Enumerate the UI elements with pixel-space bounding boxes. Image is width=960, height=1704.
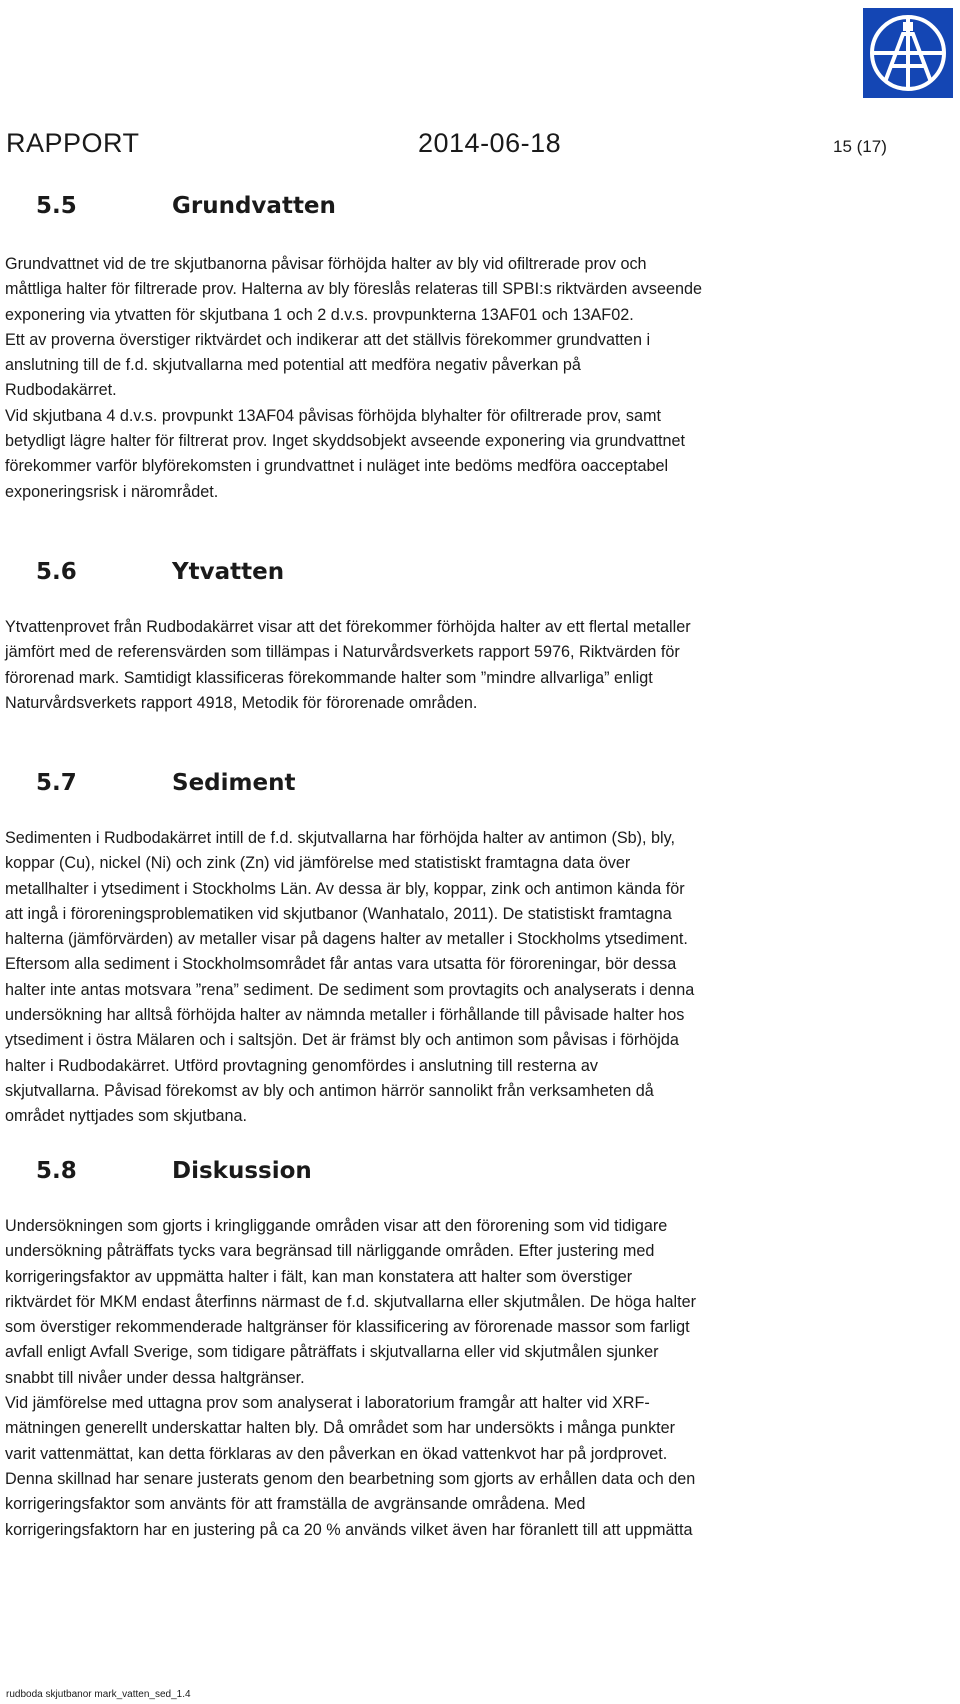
section-heading-grundvatten [36, 193, 336, 219]
section-title: Ytvatten [172, 559, 285, 585]
section-heading-ytvatten [36, 559, 284, 585]
section-title: Diskussion [172, 1158, 312, 1184]
section-number: 5.6 [36, 559, 77, 585]
section-number: 5.5 [36, 193, 77, 219]
document-footer: rudboda skjutbanor mark_vatten_sed_1.4 [6, 1689, 191, 1700]
section-body-ytvatten: Ytvattenprovet från Rudbodakärret visar att det förekommer förhöjda halter av ett flertal metaller jämfört med de referensvärden som tillämpas i Naturvårdsverkets rapport 5976, Riktvärden för förorenad mark. Samtidigt klassificeras förekommande halter som ”mindre allvarliga” enligt Naturvårdsverkets rapport 4918, Metodik för förorenade områden. [5, 618, 691, 712]
section-title: Sediment [172, 770, 296, 796]
section-heading-sediment [36, 770, 295, 796]
section-body-grundvatten: Grundvattnet vid de tre skjutbanorna påvisar förhöjda halter av bly vid ofiltrerade prov och måttliga halter för filtrerade prov. Halterna av bly föreslås relateras till SPBI:s riktvärden avseende exponering via ytvatten för skjutbana 1 och 2 d.v.s. provpunkterna 13AF01 och 13AF02. Ett av proverna överstiger riktvärdet och indikerar att det ställvis förekommer grundvatten i anslutning till de f.d. skjutvallarna med potential att medföra negativ påverkan på Rudbodakärret. Vid skjutbana 4 d.v.s. provpunkt 13AF04 påvisas förhöjda blyhalter för ofiltrerade prov, samt betydligt lägre halter för filtrerat prov. Inget skyddsobjekt avseende exponering via grundvattnet förekommer varför blyförekomsten i grundvattnet i nuläget inte bedöms medföra oacceptabel exponeringsrisk i närområdet. [5, 255, 702, 501]
report-header [0, 128, 960, 168]
af-logo [863, 8, 953, 98]
section-heading-diskussion [36, 1158, 312, 1184]
report-date: 2014-06-18 [418, 128, 562, 158]
section-body-diskussion: Undersökningen som gjorts i kringliggande områden visar att den förorening som vid tidigare undersökning påträffats tycks vara begränsad till närliggande områden. Efter justering med korrigeringsfaktor av uppmätta halter i fält, kan man konstatera att halter som överstiger riktvärdet för MKM endast återfinns närmast de f.d. skjutvallarna eller skjutmålen. De höga halter som överstiger rekommenderade haltgränser för klassificering av förorenade massor som farligt avfall enligt Avfall Sverige, som tidigare påträffats i skjutvallarna eller vid skjutmålen sjunker snabbt till nivåer under dessa haltgränser. Vid jämförelse med uttagna prov som analyserat i laboratorium framgår att halter vid XRF- mätningen generellt underskattar halten bly. Då området som har undersökts i många punkter varit vattenmättat, kan detta förklaras av den påverkan en ökad vattenkvot har på jordprovet. Denna skillnad har senare justerats genom den bearbetning som gjorts av erhållen data och den korrigeringsfaktor som använts för att framställa de avgränsande områdena. Med korrigeringsfaktorn har en justering på ca 20 % används vilket även har föranlett till att uppmätta [5, 1217, 696, 1539]
page-number: 15 (17) [833, 137, 887, 156]
section-number: 5.7 [36, 770, 77, 796]
report-label: RAPPORT [6, 128, 140, 158]
section-title: Grundvatten [172, 193, 336, 219]
section-number: 5.8 [36, 1158, 77, 1184]
section-body-sediment: Sedimenten i Rudbodakärret intill de f.d. skjutvallarna har förhöjda halter av antimon (Sb), bly, koppar (Cu), nickel (Ni) och zink (Zn) vid jämförelse med statistiskt framtagna data över metallhalter i ytsediment i Stockholms Län. Av dessa är bly, koppar, zink och antimon kända för att ingå i föroreningsproblematiken vid skjutbanor (Wanhatalo, 2011). De statistiskt framtagna halterna (jämförvärden) av metaller visar på dagens halter av metaller i Stockholms ytsediment. Eftersom alla sediment i Stockholmsområdet får antas vara utsatta för föroreningar, bör dessa halter inte antas motsvara ”rena” sediment. De sediment som provtagits och analyserats i denna undersökning har alltså förhöjda halter av nämnda metaller i förhållande till påvisade halter hos ytsediment i östra Mälaren och i saltsjön. Det är främst bly och antimon som påvisas i förhöjda halter i Rudbodakärret. Utförd provtagning genomfördes i anslutning till resterna av skjutvallarna. Påvisad förekomst av bly och antimon härrör sannolikt från verksamheten då området nyttjades som skjutbana. [5, 829, 695, 1126]
